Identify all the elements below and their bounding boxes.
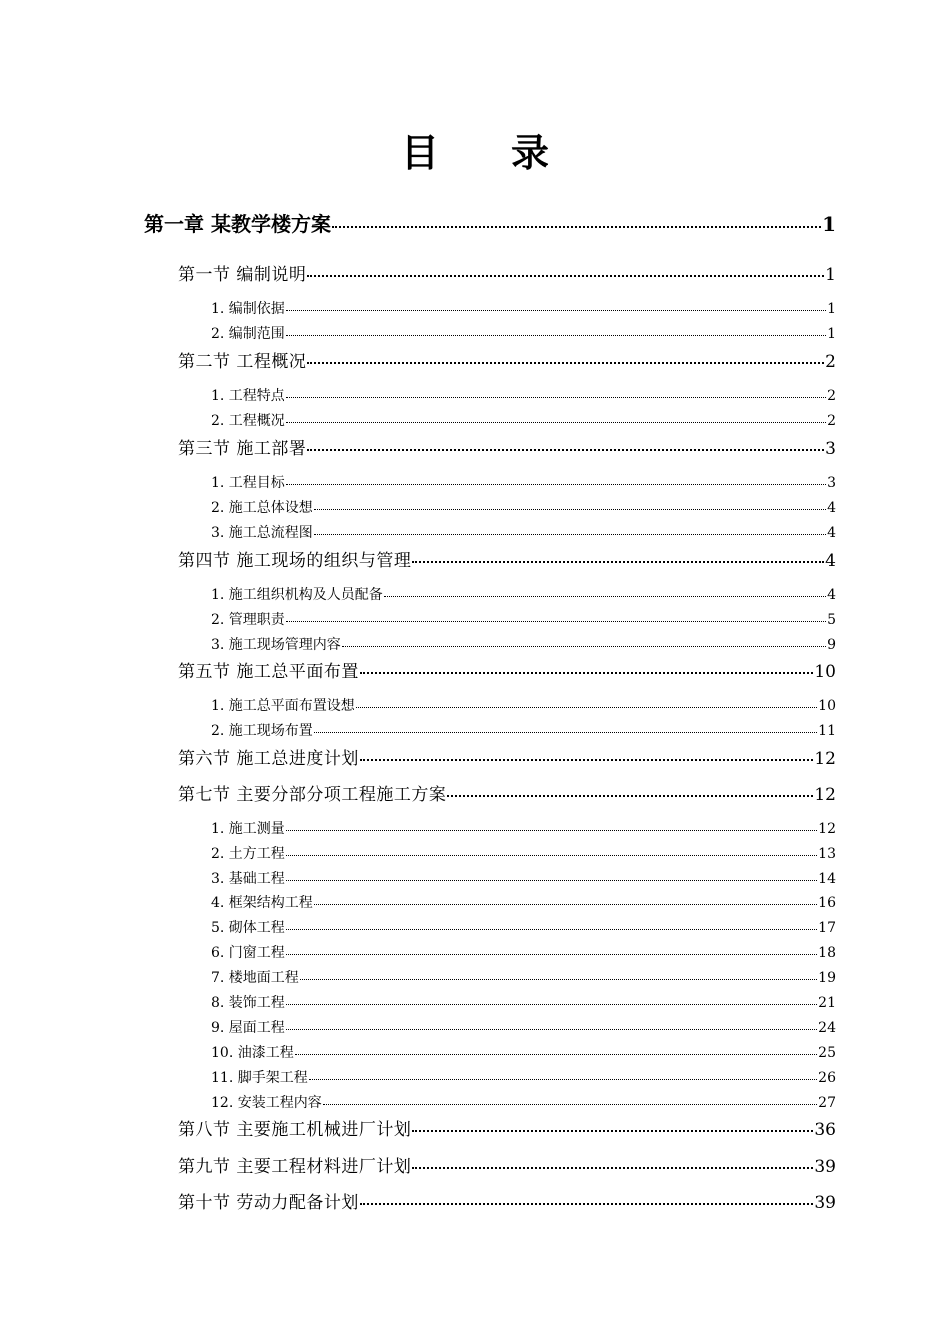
toc-entry-page: 12 [814,749,836,769]
toc-entry-page: 5 [827,612,836,628]
dot-leader [307,361,824,364]
toc-section [178,434,836,459]
toc-entry-label: 7. 楼地面工程 [211,970,299,986]
toc-entry-label: 第三节 施工部署 [178,439,307,459]
toc-entry-page: 4 [825,551,836,571]
toc-entry-label: 3. 基础工程 [211,871,285,887]
dot-leader [286,483,826,485]
dot-leader [286,854,817,856]
toc-entry-page: 39 [814,1157,836,1177]
toc-item [211,497,836,517]
dot-leader [323,1103,817,1105]
dot-leader [309,1078,817,1080]
toc-entry-page: 1 [827,301,836,317]
toc-item [211,323,836,343]
toc-entry-label: 3. 施工现场管理内容 [211,637,341,653]
toc-entry-label: 4. 框架结构工程 [211,895,313,911]
toc-entry-page: 12 [814,785,836,805]
toc-section [178,1152,836,1177]
toc-entry-label: 1. 施工组织机构及人员配备 [211,587,383,603]
toc-item [211,584,836,604]
toc-entry-page: 14 [818,871,836,887]
toc-item [211,609,836,629]
dot-leader [307,274,824,277]
toc-entry-page: 25 [818,1045,836,1061]
toc-entry-label: 11. 脚手架工程 [211,1070,308,1086]
toc-item [211,472,836,492]
toc-item [211,1017,836,1037]
toc-section [178,1188,836,1213]
toc-entry-page: 3 [827,475,836,491]
toc-entry-page: 17 [818,920,836,936]
toc-section [178,780,836,805]
dot-leader [314,508,826,510]
toc-entry-page: 26 [818,1070,836,1086]
dot-leader [286,421,826,423]
toc-entry-page: 1 [827,326,836,342]
toc-item [211,942,836,962]
dot-leader [356,706,817,708]
toc-entry-label: 第一节 编制说明 [178,265,307,285]
toc-section [178,657,836,682]
toc-item [211,892,836,912]
toc-item [211,720,836,740]
toc-entry-label: 1. 编制依据 [211,301,285,317]
toc-entry-label: 2. 管理职责 [211,612,285,628]
dot-leader [342,645,826,647]
toc-entry-page: 4 [827,587,836,603]
toc-section [178,1115,836,1140]
dot-leader [360,758,813,761]
toc-entry-label: 第四节 施工现场的组织与管理 [178,551,412,571]
toc-entry-page: 13 [818,846,836,862]
toc-entry-label: 2. 施工总体设想 [211,500,313,516]
toc-section [178,260,836,285]
toc-entry-label: 8. 装饰工程 [211,995,285,1011]
dot-leader [286,1003,817,1005]
toc-entry-page: 9 [827,637,836,653]
toc-title: 目录 [400,131,621,175]
dot-leader [286,928,817,930]
toc-item [211,868,836,888]
toc-entry-label: 2. 工程概况 [211,413,285,429]
toc-entry-label: 第八节 主要施工机械进厂计划 [178,1120,412,1140]
toc-item [211,410,836,430]
toc-entry-label: 2. 土方工程 [211,846,285,862]
toc-item [211,967,836,987]
toc-entry-label: 2. 编制范围 [211,326,285,342]
toc-entry-page: 18 [818,945,836,961]
toc-entry-label: 第十节 劳动力配备计划 [178,1193,359,1213]
dot-leader [314,731,817,733]
dot-leader [412,1166,813,1169]
toc-entry-label: 12. 安装工程内容 [211,1095,322,1111]
dot-leader [360,671,813,674]
toc-item [211,818,836,838]
toc-chapter [144,208,836,237]
toc-item [211,917,836,937]
dot-leader [286,309,826,311]
toc-item [211,522,836,542]
toc-entry-page: 1 [825,265,836,285]
toc-entry-page: 19 [818,970,836,986]
toc-entry-page: 27 [818,1095,836,1111]
toc-entry-page: 2 [827,413,836,429]
dot-leader [295,1053,817,1055]
toc-entry-page: 36 [814,1120,836,1140]
dot-leader [286,829,817,831]
toc-entry-page: 21 [818,995,836,1011]
toc-section [178,744,836,769]
toc-entry-label: 5. 砌体工程 [211,920,285,936]
dot-leader [286,953,817,955]
toc-entry-label: 第一章 某教学楼方案 [144,212,331,236]
toc-entry-label: 1. 工程特点 [211,388,285,404]
toc-entry-page: 10 [814,662,836,682]
toc-item [211,385,836,405]
toc-entry-page: 39 [814,1193,836,1213]
dot-leader [332,225,821,228]
toc-entry-label: 第九节 主要工程材料进厂计划 [178,1157,412,1177]
dot-leader [314,533,826,535]
toc-item [211,695,836,715]
toc-item [211,1042,836,1062]
dot-leader [360,1202,813,1205]
dot-leader [447,794,813,797]
dot-leader [286,879,817,881]
toc-entry-label: 3. 施工总流程图 [211,525,313,541]
toc-entry-page: 11 [818,723,836,739]
toc-item [211,1067,836,1087]
toc-entry-label: 9. 屋面工程 [211,1020,285,1036]
toc-section [178,546,836,571]
toc-entry-page: 10 [818,698,836,714]
dot-leader [286,396,826,398]
toc-entry-page: 2 [825,352,836,372]
dot-leader [314,903,817,905]
toc-entry-label: 1. 施工总平面布置设想 [211,698,355,714]
toc-entry-label: 第六节 施工总进度计划 [178,749,359,769]
toc-entry-page: 16 [818,895,836,911]
toc-item [211,843,836,863]
dot-leader [384,595,826,597]
toc-entry-label: 第七节 主要分部分项工程施工方案 [178,785,447,805]
dot-leader [307,448,824,451]
dot-leader [300,978,817,980]
toc-entry-page: 3 [825,439,836,459]
toc-entry-page: 24 [818,1020,836,1036]
toc-section [178,347,836,372]
dot-leader [412,560,824,563]
toc-entry-label: 1. 工程目标 [211,475,285,491]
dot-leader [286,620,826,622]
toc-item [211,298,836,318]
toc-entry-label: 1. 施工测量 [211,821,285,837]
toc-entry-label: 第五节 施工总平面布置 [178,662,359,682]
toc-entry-page: 12 [818,821,836,837]
toc-item [211,634,836,654]
dot-leader [412,1129,813,1132]
toc-item [211,992,836,1012]
toc-entry-label: 2. 施工现场布置 [211,723,313,739]
toc-entry-label: 6. 门窗工程 [211,945,285,961]
dot-leader [286,1028,817,1030]
toc-entry-page: 4 [827,500,836,516]
toc-entry-label: 第二节 工程概况 [178,352,307,372]
dot-leader [286,334,826,336]
toc-entry-page: 2 [827,388,836,404]
toc-entry-page: 4 [827,525,836,541]
toc-item [211,1092,836,1112]
toc-entry-page: 1 [822,212,836,236]
toc-entry-label: 10. 油漆工程 [211,1045,294,1061]
